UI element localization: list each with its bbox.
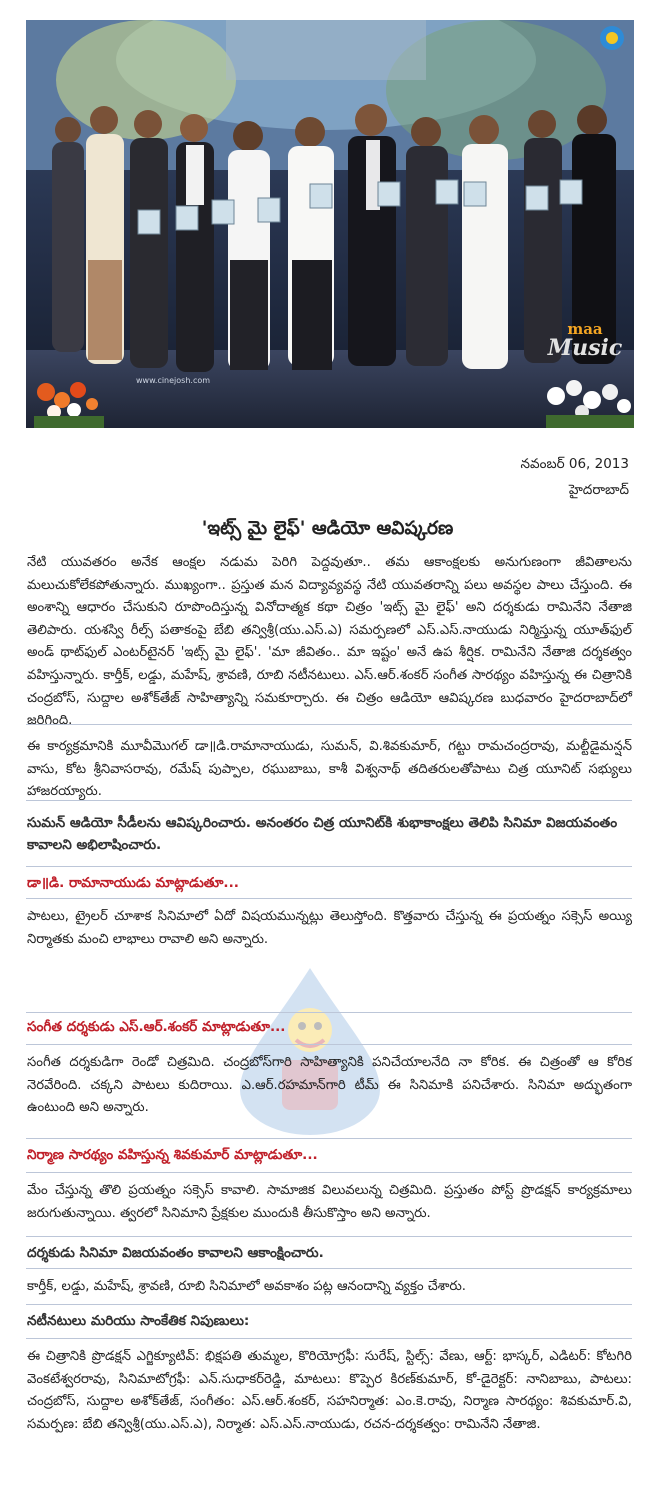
- heading-shankar: సంగీత దర్శకుడు ఎస్.ఆర్.శంకర్ మాట్లాడుతూ...: [27, 1019, 286, 1035]
- music-logo-text: Music: [547, 335, 623, 361]
- divider: [26, 800, 632, 801]
- divider: [26, 1236, 632, 1237]
- divider: [26, 898, 632, 899]
- divider: [26, 1268, 632, 1269]
- divider: [26, 1172, 632, 1173]
- paragraph-shankar: సంగీత దర్శకుడిగా రెండో చిత్రమిది. చంద్రబోస్‌గారి సాహిత్యానికి పనిచేయాలనేది నా కోరిక. ఈ చిత్రంతో ఆ కోరిక నెరవేరింది. చక్కని పాటలు కుదిరాయి. ఎ.ఆర్.రహమాన్‌గారి టీమ్ ఈ సినిమాకి పనిచేశారు. సినిమా అద్భుతంగా ఉంటుంది అని అన్నారు.: [27, 1055, 632, 1116]
- paragraph-director: దర్శకుడు సినిమా విజయవంతం కావాలని ఆకాంక్షించారు.: [27, 1245, 324, 1261]
- article-title: 'ఇట్స్ మై లైఫ్' ఆడియో ఆవిష్కరణ: [201, 518, 454, 539]
- paragraph-suman: సుమన్ ఆడియో సీడీలను ఆవిష్కరించారు. అనంతరం చిత్ర యూనిట్‌కి శుభాకాంక్షలు తెలిపి సినిమా విజయవంతం కావాలని అభిలాషించారు.: [27, 815, 618, 853]
- paragraph-cast: కార్తీక్, లడ్డు, మహేష్, శ్రావణి, రూబి సినిమాలో అవకాశం పట్ల ఆనందాన్ని వ్యక్తం చేశారు.: [27, 1279, 466, 1294]
- paragraph-guests: ఈ కార్యక్రమానికి మూవీమొగల్ డా॥డి.రామానాయుడు, సుమన్, వి.శివకుమార్, గట్టు రామచంద్రరావు, మల్టీడైమన్షన్ వాసు, కోట శ్రీనివాసరావు, రమేష్ పుప్పాల, రఘుబాబు, కాశీ విశ్వనాథ్ తదితరులతోపాటు చిత్ర యూనిట్ సభ్యులు హాజరయ్యారు.: [27, 739, 632, 800]
- event-photo: [26, 20, 634, 428]
- divider: [26, 866, 632, 867]
- photo-watermark: www.cinejosh.com: [136, 376, 211, 385]
- heading-ramanaidu: డా॥డి. రామానాయుడు మాట్లాడుతూ...: [27, 875, 239, 891]
- paragraph-ramanaidu: పాటలు, ట్రైలర్ చూశాక సినిమాలో ఏదో విషయమున్నట్లు తెలుస్తోంది. కొత్తవారు చేస్తున్న ఈ ప్రయత్నం సక్సెస్ అయ్యి నిర్మాతకు మంచి లాభాలు రావాలి అని అన్నారు.: [27, 909, 632, 947]
- article-date: నవంబర్ 06, 2013: [520, 456, 629, 472]
- paragraph-intro: నేటి యువతరం అనేక ఆంక్షల నడుమ పెరిగి పెద్దవుతూ.. తమ ఆకాంక్షలకు అనుగుణంగా జీవితాలను మలుచుకోలేకపోతున్నారు. ముఖ్యంగా.. ప్రస్తుత మన విద్యావ్యవస్థ నేటి యువతరాన్ని పలు అవస్థల పాలు చేస్తుంది. ఈ అంశాన్ని ఆధారం చేసుకుని రూపొందిస్తున్న వినోదాత్మక కథా చిత్రం 'ఇట్స్ మై లైఫ్' అని దర్శకుడు రామినేని నేతాజి తెలిపారు. యశస్వి రీల్స్ పతాకంపై బేబి తన్విశ్రీ(యు.ఎస్.ఎ) సమర్పణలో ఎస్.ఎస్.నాయుడు నిర్మిస్తున్న యూత్‌ఫుల్ అండ్ థాట్‌ఫుల్ ఎంటర్‌టైనర్ 'ఇట్స్ మై లైఫ్'. 'మా జీవితం.. మా ఇష్టం' అనే ఉప శీర్షిక. రామినేని నేతాజి దర్శకత్వం వహిస్తున్నారు. కార్తీక్, లడ్డు, మహేష్, శ్రావణి, రూబి నటీనటులు. ఎస్.ఆర్.శంకర్ సంగీత సారథ్యం వహిస్తున్న ఈ చిత్రానికి చంద్రబోస్, సుద్దాల అశోక్‌తేజ్ సాహిత్యాన్ని సమకూర్చారు. ఈ చిత్రం ఆడియో ఆవిష్కరణ బుధవారం హైదరాబాద్‌లో జరిగింది.: [27, 555, 632, 729]
- divider: [26, 1044, 632, 1045]
- paragraph-sivakumar: మేం చేస్తున్న తొలి ప్రయత్నం సక్సెస్ కావాలి. సామాజిక విలువలున్న చిత్రమిది. ప్రస్తుతం పోస్ట్ ప్రొడక్షన్ కార్యక్రమాలు జరుగుతున్నాయి. త్వరలో సినిమాని ప్రేక్షకుల ముందుకి తీసుకొస్తాం అని అన్నారు.: [27, 1183, 632, 1221]
- divider: [26, 1304, 632, 1305]
- heading-sivakumar: నిర్మాణ సారథ్యం వహిస్తున్న శివకుమార్ మాట్లాడుతూ...: [27, 1147, 318, 1163]
- audio-launch-photo-illustration: [26, 20, 634, 428]
- heading-crew: నటీనటులు మరియు సాంకేతిక నిపుణులు:: [27, 1313, 250, 1329]
- maa-music-logo: [546, 320, 624, 361]
- maa-logo-text: maa: [567, 320, 603, 338]
- divider: [26, 1338, 632, 1339]
- article-place: హైదరాబాద్: [568, 482, 629, 498]
- divider: [26, 724, 632, 725]
- paragraph-crew: ఈ చిత్రానికి ప్రొడక్షన్ ఎగ్జిక్యూటివ్: భిక్షపతి తుమ్మల, కొరియోగ్రఫీ: సురేష్, స్టిల్స్: వేణు, ఆర్ట్: భాస్కర్, ఎడిటర్: కోటగిరి వెంకటేశ్వరరావు, సినిమాటోగ్రఫీ: ఎన్.సుధాకర్‌రెడ్డి, మాటలు: కొప్పెర కిరణ్‌కుమార్, కో-డైరెక్టర్: నానిబాబు, పాటలు: చంద్రబోస్, సుద్దాల అశోక్‌తేజ్, సంగీతం: ఎస్.ఆర్.శంకర్, సహనిర్మాత: ఎం.కె.రావు, నిర్మాణ సారథ్యం: శివకుమార్.వి, సమర్పణ: బేబి తన్విశ్రీ(యు.ఎస్.ఎ), నిర్మాత: ఎస్.ఎస్.నాయుడు, రచన-దర్శకత్వం: రామినేని నేతాజి.: [27, 1349, 632, 1432]
- divider: [26, 1138, 632, 1139]
- divider: [26, 1012, 632, 1013]
